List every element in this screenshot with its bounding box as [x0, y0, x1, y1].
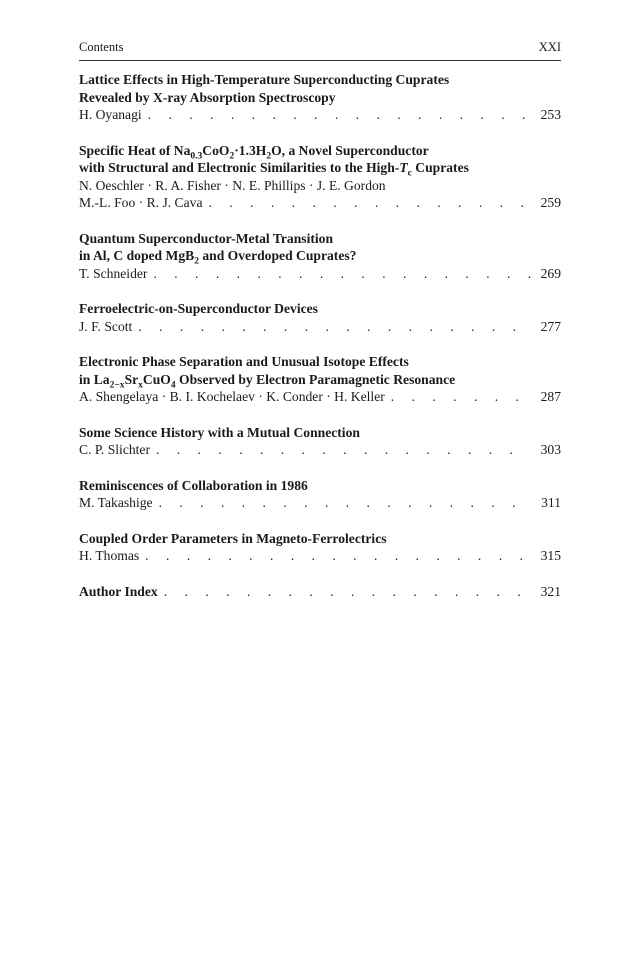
entry-page-number: 259 — [540, 195, 561, 210]
toc-entry[interactable] — [79, 353, 561, 406]
entry-title: Specific Heat of $Na_{0.3}CoO_2\cdot 1.3H_2O$, a Novel Superconductor with Structural and Electronic Similarities to the High-$T_c$ Cuprates — [79, 142, 469, 179]
entry-author-line — [79, 318, 561, 336]
entry-title: Quantum Superconductor-Metal Transition in Al, C doped MgB$_2$ and Overdoped Cuprates? — [79, 230, 357, 267]
entry-page-number: 321 — [540, 583, 561, 599]
toc-entry[interactable] — [79, 230, 561, 283]
dot-leader — [148, 106, 531, 124]
entry-page-number: 303 — [540, 442, 561, 457]
entry-author-line — [79, 388, 561, 406]
toc-entry[interactable] — [79, 477, 561, 512]
entry-title: Reminiscences of Collaboration in 1986 — [79, 477, 308, 493]
running-head-left: Contents — [79, 40, 124, 54]
toc-entry[interactable] — [79, 424, 561, 459]
entry-authors: A. Shengelaya · B. I. Kochelaev · K. Conder · H. Keller — [79, 389, 385, 404]
dot-leader — [391, 388, 531, 406]
entry-title: Lattice Effects in High-Temperature Superconducting Cuprates Revealed by X-ray Absorption Spectroscopy — [79, 72, 450, 105]
entry-page-number: 253 — [540, 107, 561, 122]
entry-author-line — [79, 583, 561, 601]
toc-entry[interactable] — [79, 530, 561, 565]
dot-leader — [208, 194, 531, 212]
dot-leader — [159, 494, 531, 512]
entry-author-line — [79, 194, 561, 212]
entry-authors: J. F. Scott — [79, 318, 133, 334]
dot-leader — [145, 547, 531, 565]
running-head-page-number: XXI — [538, 40, 561, 54]
toc-entry[interactable] — [79, 300, 561, 335]
entry-authors: M. Takashige — [79, 495, 153, 510]
entry-title: Ferroelectric-on-Superconductor Devices — [79, 301, 318, 316]
entry-authors: C. P. Slichter — [79, 442, 150, 457]
entry-page-number: 311 — [541, 495, 561, 510]
entry-authors: H. Thomas — [79, 548, 140, 563]
running-head — [79, 40, 561, 61]
toc-entry[interactable] — [79, 142, 561, 212]
entry-title: Some Science History with a Mutual Connection — [79, 424, 360, 440]
author-index-label: Author Index — [79, 583, 158, 599]
entry-title: Electronic Phase Separation and Unusual Isotope Effects in $La_{2-x}Sr_xCuO_4$ Observed by Electron Paramagnetic Resonance — [79, 354, 456, 391]
dot-leader — [153, 265, 531, 283]
entry-page-number: 287 — [540, 389, 561, 404]
entry-authors: M.-L. Foo · R. J. Cava — [79, 195, 203, 210]
dot-leader — [164, 583, 531, 601]
table-of-contents — [79, 71, 561, 600]
entry-page-number: 269 — [540, 265, 561, 281]
entry-title: Coupled Order Parameters in Magneto-Ferrolectrics — [79, 530, 387, 546]
entry-author-line — [79, 494, 561, 512]
entry-page-number: 277 — [540, 318, 561, 334]
toc-entry[interactable] — [79, 71, 561, 124]
entry-author-line — [79, 106, 561, 124]
entry-authors: N. Oeschler · R. A. Fisher · N. E. Phillips · J. E. Gordon — [79, 177, 386, 193]
entry-page-number: 315 — [540, 548, 561, 563]
entry-author-line — [79, 547, 561, 565]
dot-leader — [156, 441, 531, 459]
entry-authors: T. Schneider — [79, 265, 148, 281]
toc-entry-author-index[interactable] — [79, 583, 561, 601]
entry-authors: H. Oyanagi — [79, 107, 142, 122]
toc-page — [79, 40, 561, 618]
entry-author-line — [79, 441, 561, 459]
dot-leader — [138, 318, 531, 336]
entry-author-line — [79, 265, 561, 283]
